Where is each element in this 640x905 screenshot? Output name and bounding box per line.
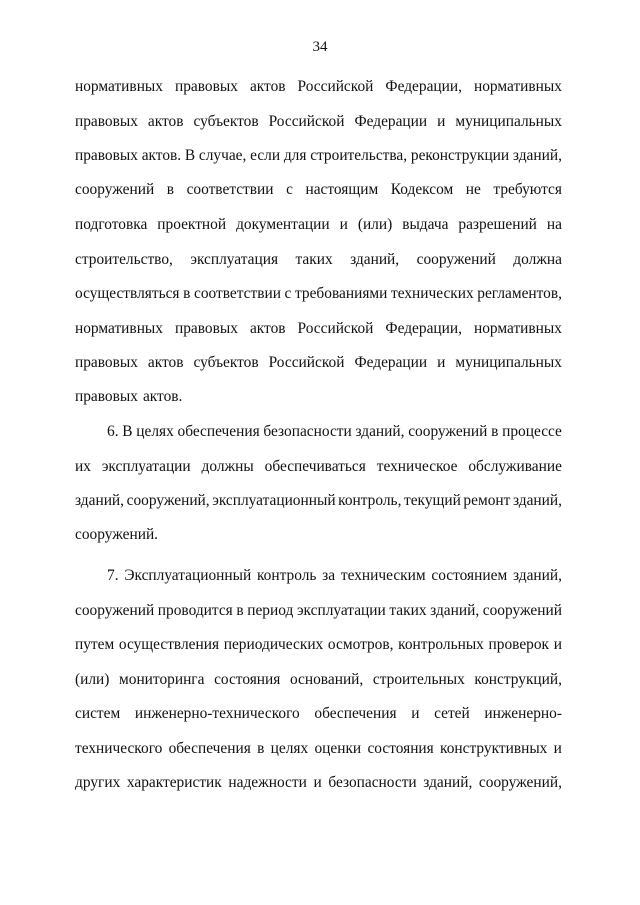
word: правовых [174,320,238,337]
word: муниципальных [455,354,562,371]
word: актов. [141,147,182,164]
word: зданий, [512,147,562,164]
word: осуществляться [75,285,180,302]
word: Федерации [354,354,428,371]
word: должны [201,458,254,475]
word: в [166,181,175,198]
word: с [284,285,292,302]
word: обслуживание [468,458,562,475]
word: сооружений, [126,492,210,509]
text-line [75,249,562,271]
word: эксплуатации [296,602,386,619]
word: конструкций, [474,671,562,688]
word: зданий, [512,492,562,509]
word: Кодексом [390,181,454,198]
text-line [107,421,562,443]
word: проектной [157,216,227,233]
word: в [491,423,499,440]
word: для [283,147,307,164]
word: целях [270,740,309,757]
word: сооружений. [75,526,159,543]
word: актов [249,78,286,95]
word: актов [147,354,184,371]
word: нормативных [473,320,562,337]
word: безопасности [328,774,417,791]
word: состояния [367,740,434,757]
word: нормативных [75,320,163,337]
word: (или) [357,216,393,233]
word: строительных [372,671,465,688]
word: В [184,147,196,164]
word: контроль, [338,492,402,509]
word: их [75,458,91,475]
word: осуществления [118,636,220,653]
word: и [437,354,446,371]
word: реконструкции [410,147,510,164]
word: техническим [340,567,426,584]
word: оценки [314,740,362,757]
word: текущий [404,492,461,509]
word: в [183,285,191,302]
word: муниципальных [455,113,562,130]
word: и [437,113,446,130]
word: состояния [214,671,281,688]
word: подготовка [75,216,148,233]
word: должна [513,251,562,268]
word: технических [390,285,474,302]
text-line [75,283,562,305]
word: выдача [402,216,449,233]
word: проводится [157,602,233,619]
word: В [122,423,133,440]
word: состоянием [431,567,508,584]
word: сооружений [416,251,496,268]
word: регламентов, [477,285,562,302]
word: обеспечения [314,705,397,722]
word: обеспечения [177,423,260,440]
word: правовых [174,78,238,95]
word: документации [236,216,330,233]
word: 6. [107,423,119,440]
word: сетей [434,705,470,722]
word: техническое [376,458,458,475]
word: не [465,181,481,198]
word: обеспечения [168,740,251,757]
word: ремонт [463,492,511,509]
word: характеристик [126,774,222,791]
text-line [75,600,562,622]
word: субъектов [193,354,259,371]
word: соответствии [186,181,274,198]
text-line [75,772,562,794]
word: целях [136,423,174,440]
word: периодических [223,636,324,653]
word: правовых [75,113,138,130]
word: зданий, [75,492,125,509]
text-line [107,565,562,587]
word: Федерации, [385,78,462,95]
text-line [75,669,562,691]
word: строительство, [75,251,173,268]
word: и [553,740,562,757]
word: систем [75,705,121,722]
text-line [75,76,562,98]
text-line [75,386,562,408]
word: Российской [297,320,374,337]
word: и [313,774,322,791]
word: сооружений, [478,774,562,791]
word: Эксплуатационный [124,567,252,584]
word: безопасности [263,423,352,440]
text-line [75,490,562,512]
page-number: 34 [312,39,328,55]
word: правовых [75,354,138,371]
word: Российской [268,354,345,371]
word: надежности [228,774,307,791]
text-line [75,703,562,725]
word: если [250,147,281,164]
word: требуются [493,181,562,198]
text-line [75,145,562,167]
word: контроль [256,567,317,584]
word: эксплуатационный [212,492,336,509]
word: инженерно- [484,705,562,722]
word: конструктивных [440,740,548,757]
word: настоящим [305,181,379,198]
word: зданий, [355,423,405,440]
word: нормативных [75,78,163,95]
text-line [75,111,562,133]
text-line [75,738,562,760]
text-line [75,214,562,236]
word: актов [147,113,184,130]
word: Федерации [354,113,428,130]
word: контрольных [398,636,484,653]
word: правовых [75,388,138,405]
word: оснований, [289,671,364,688]
word: сооружений [75,602,155,619]
word: процессе [502,423,562,440]
text-line [75,179,562,201]
word: строительства, [310,147,408,164]
text-line [75,634,562,656]
text-line [75,352,562,374]
word: зданий, [512,567,562,584]
word: сооружений [408,423,488,440]
word: других [75,774,121,791]
word: осмотров, [327,636,394,653]
word: актов [249,320,286,337]
word: соответствии [193,285,281,302]
word: (или) [75,671,110,688]
word: таких [295,251,333,268]
word: эксплуатация [190,251,279,268]
word: и [553,636,562,653]
word: зданий, [423,774,473,791]
word: сооружений [75,181,155,198]
word: субъектов [193,113,259,130]
word: обеспечиваться [264,458,366,475]
text-line [75,318,562,340]
word: проверок [488,636,550,653]
word: актов. [142,388,183,405]
word: разрешений [458,216,537,233]
word: с [286,181,293,198]
word: Российской [297,78,374,95]
text-line [75,456,562,478]
word: Федерации, [385,320,462,337]
word: за [322,567,336,584]
word: 7. [107,567,119,584]
word: инженерно-технического [134,705,300,722]
word: мониторинга [119,671,205,688]
text-line [75,524,562,546]
word: зданий, [430,602,480,619]
word: период [247,602,294,619]
word: Российской [268,113,345,130]
word: на [546,216,562,233]
word: технического [75,740,163,757]
word: эксплуатации [101,458,191,475]
word: в [236,602,244,619]
word: в [257,740,265,757]
word: путем [75,636,115,653]
word: таких [389,602,427,619]
word: сооружений [482,602,562,619]
word: зданий, [350,251,400,268]
word: правовых [75,147,138,164]
word: и [339,216,348,233]
word: случае, [198,147,247,164]
word: и [411,705,420,722]
word: требованиями [294,285,388,302]
word: нормативных [473,78,562,95]
